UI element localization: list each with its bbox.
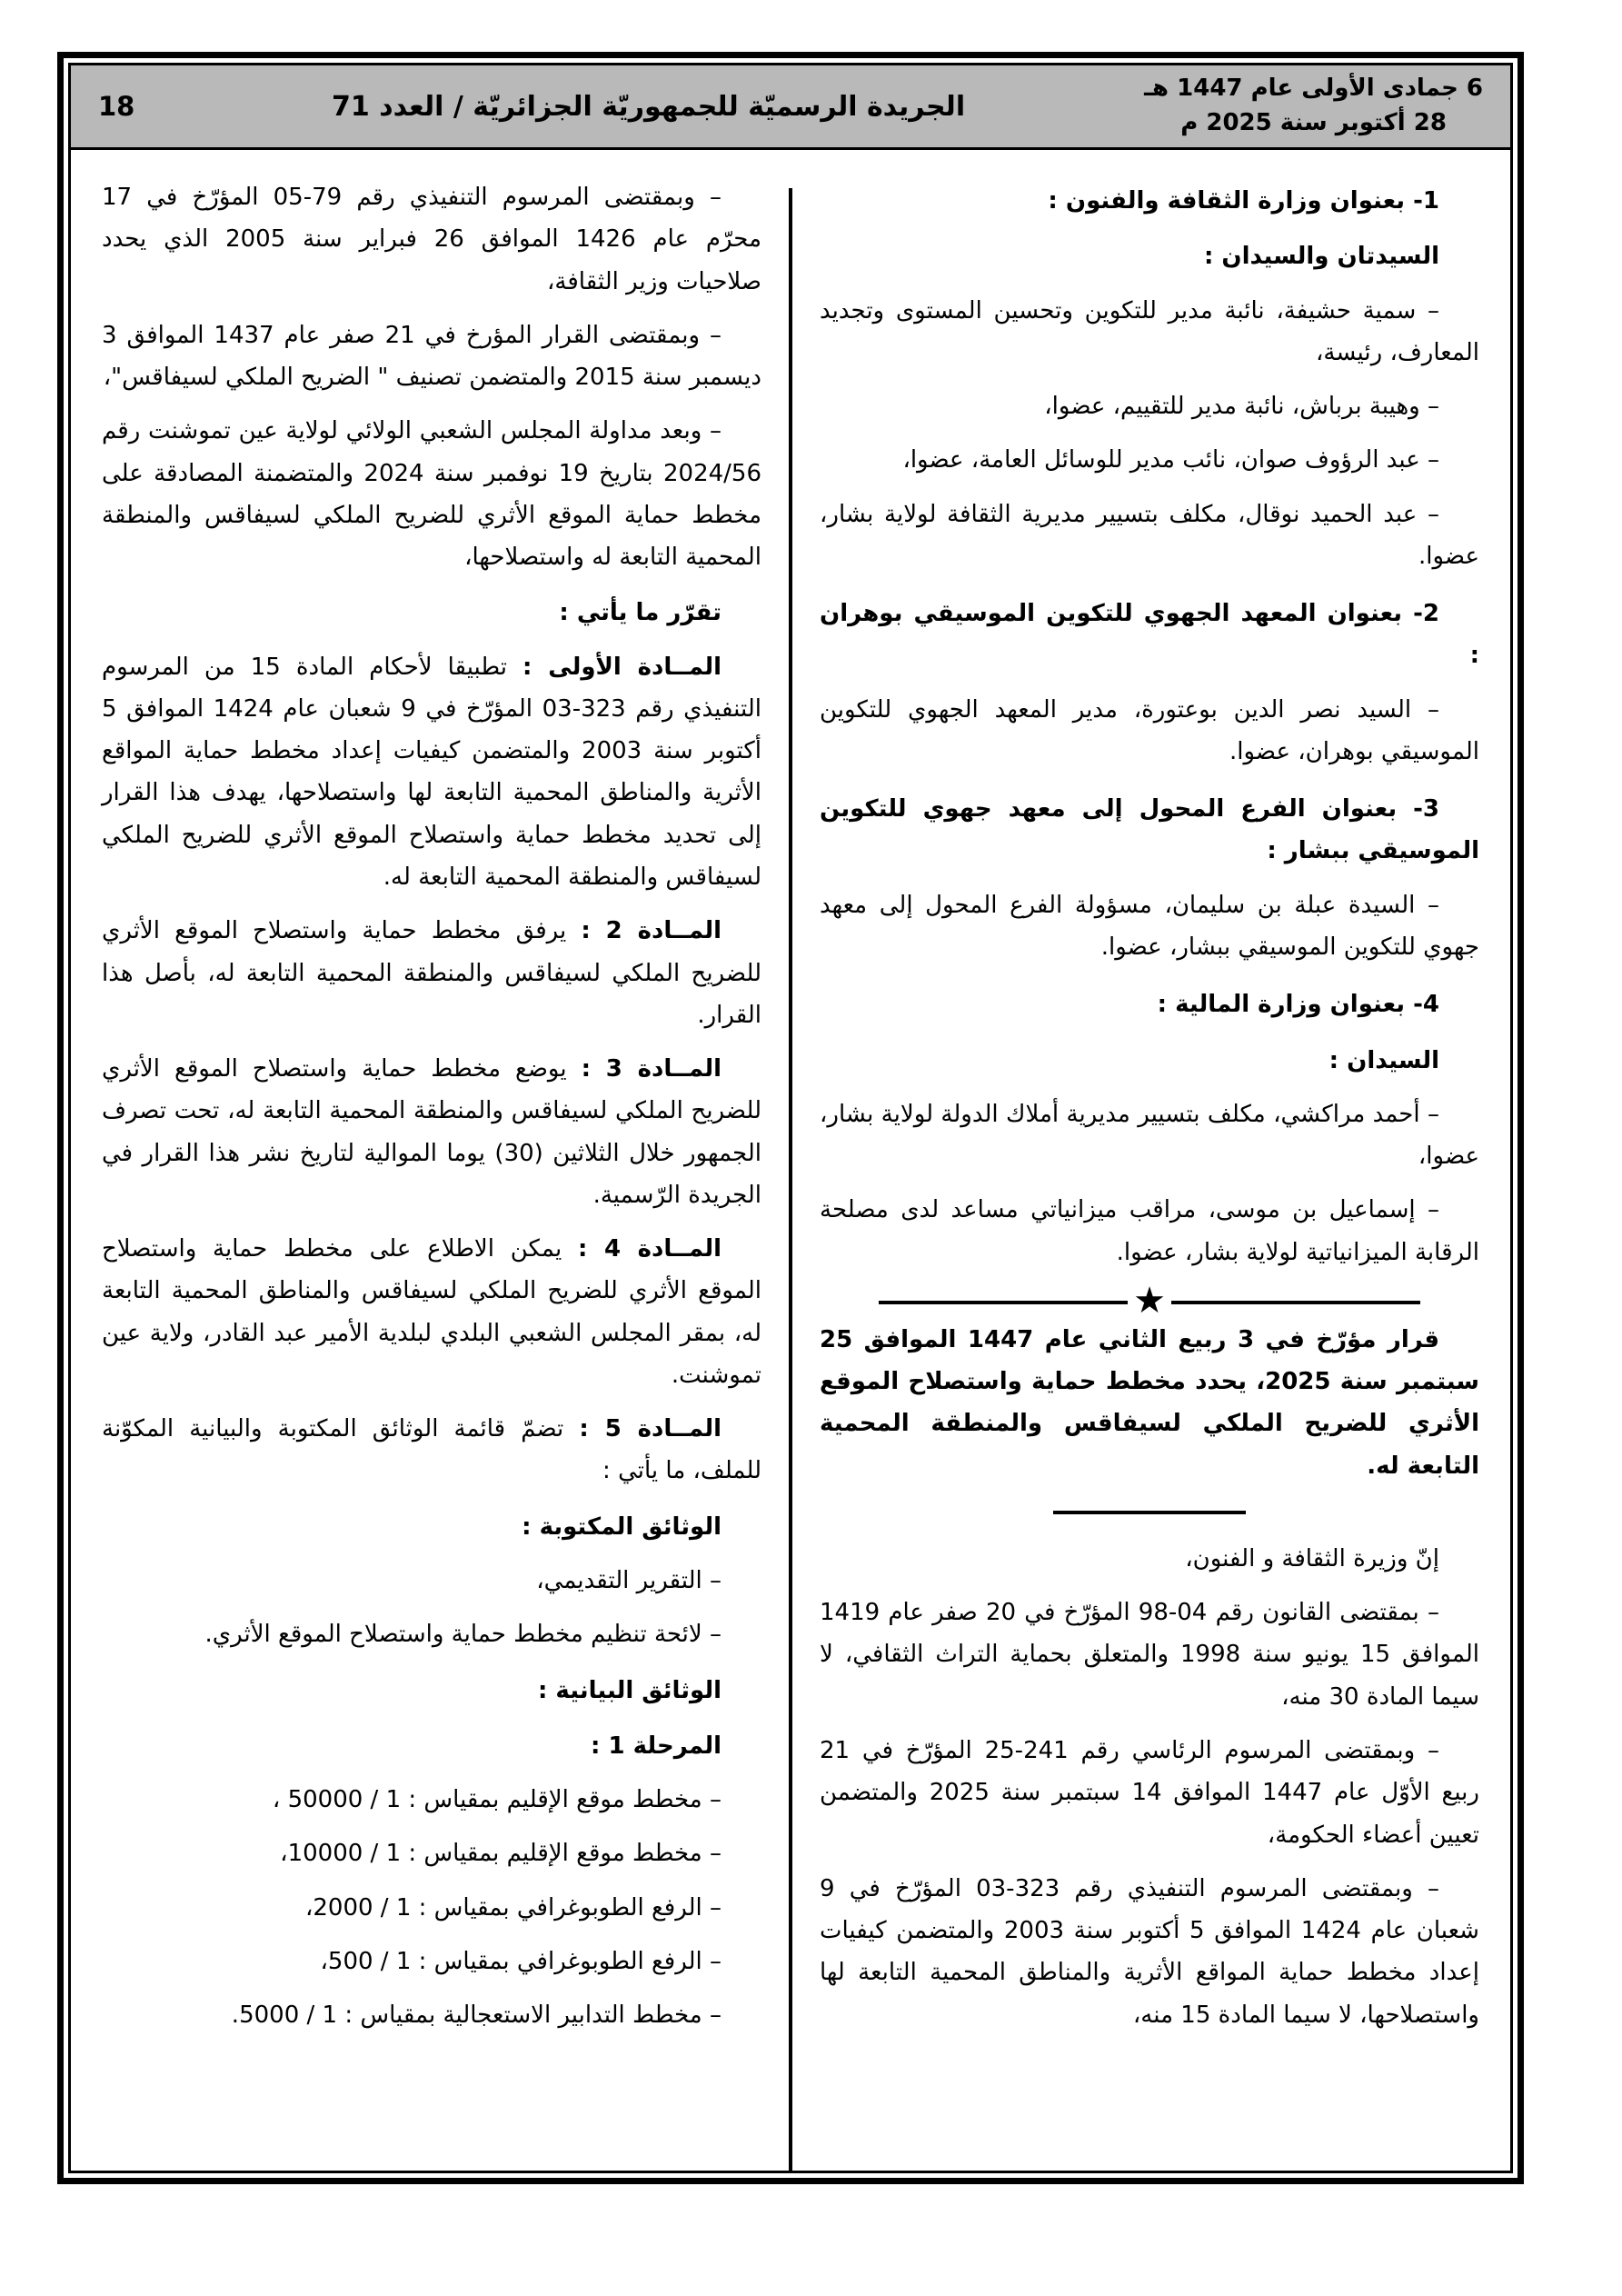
article-2-text: يرفق مخطط حماية واستصلاح الموقع الأثري للضريح الملكي لسيفاقس والمنطقة المحمية التابعة له، بأصل هذا القرار.: [102, 917, 761, 1029]
section-4-subtitle: السيدان :: [1328, 1046, 1439, 1074]
page-body: [71, 150, 1510, 2171]
member-item: – السيدة عبلة بن سليمان، مسؤولة الفرع المحول إلى معهد جهوي للتكوين الموسيقي ببشار، عضوا.: [820, 891, 1479, 961]
map-item: – مخطط التدابير الاستعجالية بمقياس : 1 / 5000.: [231, 2002, 721, 2030]
article-1-lead: المــادة الأولى :: [522, 653, 721, 681]
decree-title: قرار مؤرّخ في 3 ربيع الثاني عام 1447 الموافق 25 سبتمبر سنة 2025، يحدد مخطط حماية واستصلاح الموقع الأثري للضريح الملكي لسيفاقس والمنطقة المحمية التابعة له.: [820, 1325, 1479, 1480]
graphic-docs-heading: الوثائق البيانية :: [537, 1676, 721, 1704]
page-number: 18: [98, 91, 135, 122]
separator-line: [1171, 1301, 1420, 1304]
visa-paragraph: – وبعد مداولة المجلس الشعبي الولائي لولاية عين تموشنت رقم 2024/56 بتاريخ 19 نوفمبر سنة 2024 والمتضمنة المصادقة على مخطط حماية الموقع الأثري للضريح الملكي لسيفاقس والمنطقة المحمية التابعة له واستصلاحها،: [102, 417, 761, 572]
member-item: – عبد الرؤوف صوان، نائب مدير للوسائل العامة، عضوا،: [902, 446, 1439, 474]
decree-intro: إنّ وزيرة الثقافة و الفنون،: [1185, 1544, 1439, 1572]
date-gregorian: 28 أكتوبر سنة 2025 م: [1180, 109, 1447, 136]
article-1: [102, 646, 761, 899]
article-1-text: تطبيقا لأحكام المادة 15 من المرسوم التنفيذي رقم 323-03 المؤرّخ في 9 شعبان عام 1424 الموافق 5 أكتوبر سنة 2003 والمتضمن كيفيات إعداد مخطط حماية المواقع الأثرية والمناطق المحمية التابعة لها واستصلاحها، يهدف هذا القرار إلى تحديد مخطط حماية واستصلاح الموقع الأثري للضريح الملكي لسيفاقس والمنطقة المحمية التابعة له.: [102, 653, 761, 891]
map-item: – مخطط موقع الإقليم بمقياس : 1 / 10000،: [280, 1840, 721, 1868]
article-3: [102, 1048, 761, 1216]
section-2-title: 2- بعنوان المعهد الجهوي للتكوين الموسيقي بوهران :: [820, 600, 1479, 670]
section-4-title: 4- بعنوان وزارة المالية :: [1157, 991, 1439, 1019]
article-2-lead: المــادة 2 :: [581, 917, 721, 945]
page-frame: [57, 52, 1524, 2184]
article-4-lead: المــادة 4 :: [577, 1235, 722, 1263]
member-item: – وهيبة برباش، نائبة مدير للتقييم، عضوا،: [1044, 393, 1439, 421]
short-separator: [1053, 1511, 1246, 1514]
article-3-text: يوضع مخطط حماية واستصلاح الموقع الأثري للضريح الملكي لسيفاقس والمنطقة المحمية التابعة له، تحت تصرف الجمهور خلال الثلاثين (30) يوما الموالية لتاريخ نشر هذا القرار في الجريدة الرّسمية.: [102, 1055, 761, 1209]
article-2: [102, 910, 761, 1036]
map-item: – الرفع الطوبوغرافي بمقياس : 1 / 2000،: [304, 1893, 721, 1922]
visa-paragraph: – وبمقتضى المرسوم الرئاسي رقم 241-25 المؤرّخ في 21 ربيع الأوّل عام 1447 الموافق 14 سبتمبر سنة 2025 والمتضمن تعيين أعضاء الحكومة،: [820, 1736, 1479, 1849]
column-right: [792, 150, 1510, 2171]
date-hijri: 6 جمادى الأولى عام 1447 هـ: [1144, 75, 1483, 103]
decides-heading: تقرّر ما يأتي :: [559, 599, 721, 627]
member-item: – عبد الحميد نوقال، مكلف بتسيير مديرية الثقافة لولاية بشار، عضوا.: [820, 500, 1479, 570]
article-3-lead: المــادة 3 :: [581, 1055, 722, 1083]
inner-frame: [68, 63, 1513, 2173]
journal-header: [71, 65, 1510, 150]
member-item: – إسماعيل بن موسى، مراقب ميزانياتي مساعد لدى مصلحة الرقابة الميزانياتية لولاية بشار، عضوا.: [820, 1196, 1479, 1266]
section-1-subtitle: السيدتان والسيدان :: [1203, 243, 1439, 271]
separator-line: [879, 1301, 1128, 1304]
visa-paragraph: – وبمقتضى القرار المؤرخ في 21 صفر عام 1437 الموافق 3 ديسمبر سنة 2015 والمتضمن تصنيف " الضريح الملكي لسيفاقس"،: [102, 321, 761, 392]
map-item: – الرفع الطوبوغرافي بمقياس : 1 / 500،: [320, 1947, 721, 1975]
map-item: – مخطط موقع الإقليم بمقياس : 1 / 50000 ،: [272, 1786, 721, 1814]
written-docs-heading: الوثائق المكتوبة :: [522, 1512, 721, 1541]
article-4: [102, 1228, 761, 1396]
member-item: – السيد نصر الدين بوعتورة، مدير المعهد الجهوي للتكوين الموسيقي بوهران، عضوا.: [820, 695, 1479, 765]
visa-paragraph: – بمقتضى القانون رقم 04-98 المؤرّخ في 20 صفر عام 1419 الموافق 15 يونيو سنة 1998 والمتعلق بحماية التراث الثقافي، لا سيما المادة 30 منه،: [820, 1599, 1479, 1711]
journal-title: الجريدة الرسميّة للجمهوريّة الجزائريّة / العدد 71: [332, 90, 966, 123]
visa-paragraph: – وبمقتضى المرسوم التنفيذي رقم 79-05 المؤرّخ في 17 محرّم عام 1426 الموافق 26 فبراير سنة 2005 الذي يحدد صلاحيات وزير الثقافة،: [102, 184, 761, 295]
section-3-title: 3- بعنوان الفرع المحول إلى معهد جهوي للتكوين الموسيقي ببشار :: [820, 795, 1479, 865]
column-divider: [789, 188, 792, 2171]
written-doc-item: – التقرير التقديمي،: [536, 1566, 721, 1594]
member-item: – أحمد مراكشي، مكلف بتسيير مديرية أملاك الدولة لولاية بشار، عضوا،: [820, 1100, 1479, 1171]
header-dates: [1144, 72, 1483, 140]
section-1-title: 1- بعنوان وزارة الثقافة والفنون :: [1048, 187, 1439, 215]
star-separator: ★: [879, 1301, 1419, 1304]
column-left: [71, 150, 789, 2171]
article-5-text: تضمّ قائمة الوثائق المكتوبة والبيانية المكوّنة للملف، ما يأتي :: [102, 1415, 761, 1485]
written-doc-item: – لائحة تنظيم مخطط حماية واستصلاح الموقع الأثري.: [204, 1621, 721, 1649]
phase-heading: المرحلة 1 :: [591, 1732, 721, 1760]
visa-paragraph: – وبمقتضى المرسوم التنفيذي رقم 323-03 المؤرّخ في 9 شعبان عام 1424 الموافق 5 أكتوبر سنة 2003 والمتضمن كيفيات إعداد مخطط حماية المواقع الأثرية والمناطق المحمية التابعة لها واستصلاحها، لا سيما المادة 15 منه،: [820, 1874, 1479, 2029]
article-5: [102, 1408, 761, 1492]
article-5-lead: المــادة 5 :: [579, 1415, 722, 1443]
article-4-text: يمكن الاطلاع على مخطط حماية واستصلاح الموقع الأثري للضريح الملكي لسيفاقس والمناطق المحمية التابعة له، بمقر المجلس الشعبي البلدي لبلدية الأمير عبد القادر، ولاية عين تموشنت.: [102, 1235, 761, 1389]
member-item: – سمية حشيفة، نائبة مدير للتكوين وتحسين المستوى وتجديد المعارف، رئيسة،: [820, 296, 1479, 366]
